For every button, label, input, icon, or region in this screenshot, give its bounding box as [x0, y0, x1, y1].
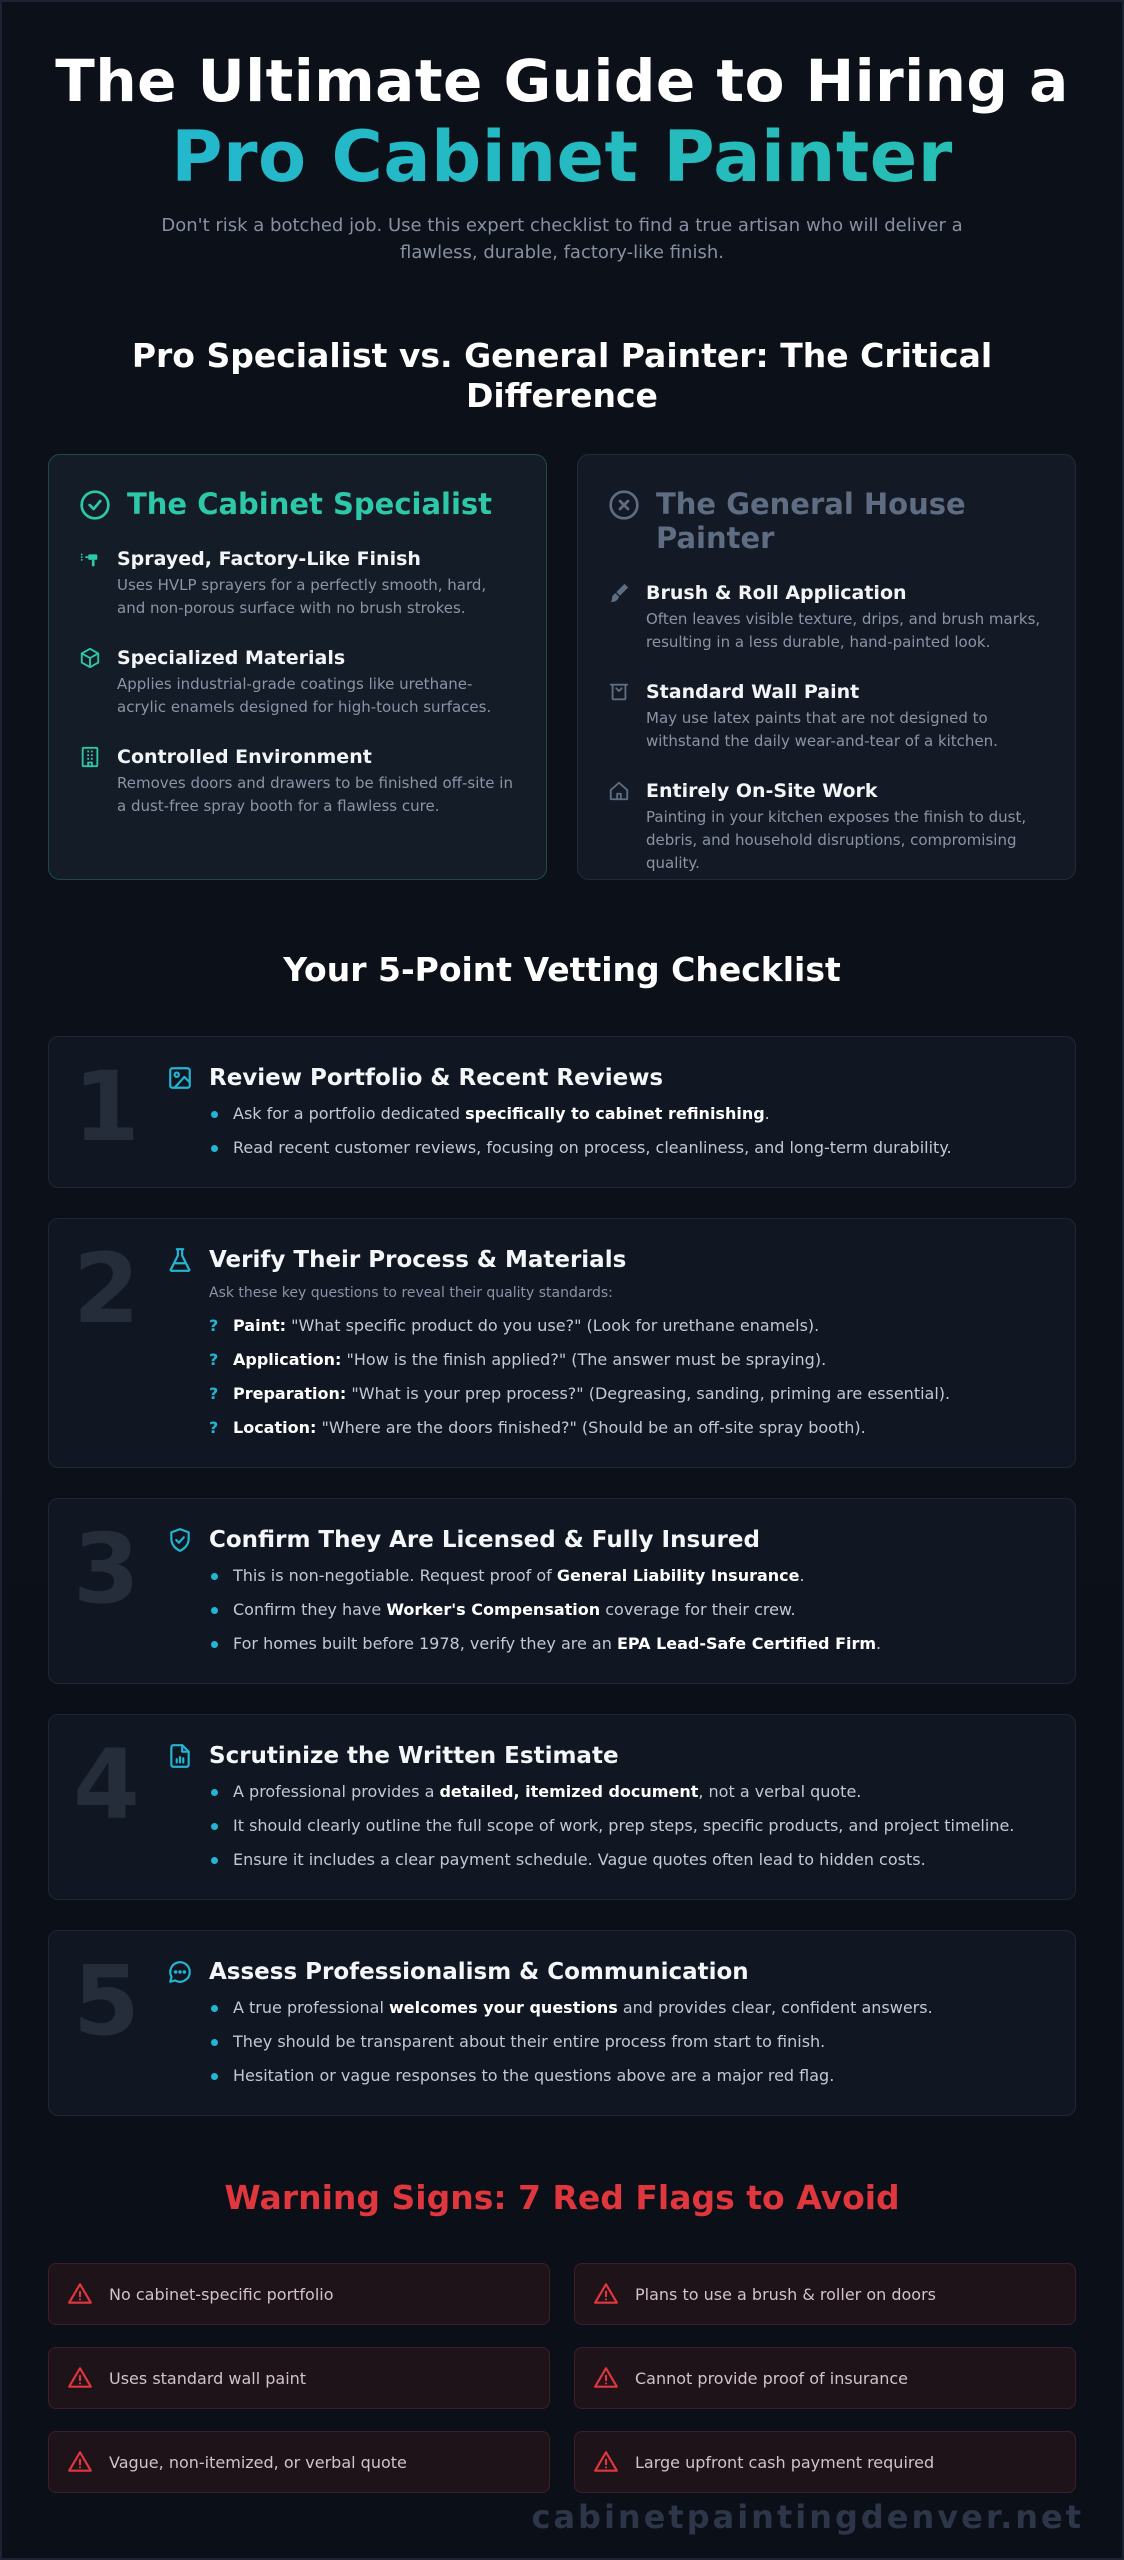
- chat-bubble-icon: [167, 1959, 193, 1985]
- list-item: Confirm they have Worker's Compensation coverage for their crew.: [209, 1599, 1055, 1621]
- step-questions: [209, 1315, 1055, 1439]
- list-item: A professional provides a detailed, itemized document, not a verbal quote.: [209, 1781, 1055, 1803]
- general-item-title: Standard Wall Paint: [646, 681, 860, 703]
- red-flag-text: Uses standard wall paint: [109, 2368, 307, 2388]
- red-flag-item: [574, 2431, 1076, 2493]
- list-item: ? Preparation: "What is your prep process?" (Degreasing, sanding, priming are essential).: [209, 1384, 951, 1403]
- check-circle-icon: [79, 489, 111, 521]
- step-title: Review Portfolio & Recent Reviews: [209, 1065, 664, 1091]
- red-flag-item: [48, 2263, 550, 2325]
- red-flags-grid: [48, 2263, 1076, 2493]
- specialist-heading: The Cabinet Specialist: [127, 487, 493, 521]
- image-icon: [167, 1065, 193, 1091]
- specialist-item: [79, 547, 516, 620]
- red-flag-text: Vague, non-itemized, or verbal quote: [109, 2452, 407, 2472]
- step-title: Scrutinize the Written Estimate: [209, 1743, 619, 1769]
- hero-subtitle: Don't risk a botched job. Use this expert checklist to find a true artisan who will deliver a flawless, durable, factory-like finish.: [161, 215, 963, 263]
- step-bullets: [209, 1565, 1055, 1655]
- question-mark-icon: ?: [209, 1418, 219, 1437]
- step-title: Confirm They Are Licensed & Fully Insured: [209, 1527, 760, 1553]
- list-item: ? Paint: "What specific product do you use?" (Look for urethane enamels).: [209, 1316, 820, 1335]
- step-header: [167, 1065, 1055, 1091]
- warning-triangle-icon: [67, 2281, 93, 2307]
- checklist-title: Your 5-Point Vetting Checklist: [283, 950, 841, 989]
- general-item-desc: Painting in your kitchen exposes the finish to dust, debris, and household disruptions, compromising quality.: [646, 808, 1027, 872]
- warning-triangle-icon: [593, 2449, 619, 2475]
- specialist-item: [79, 646, 516, 719]
- red-flag-item: [574, 2347, 1076, 2409]
- step-number: 2: [73, 1233, 140, 1345]
- hero: [2, 2, 1122, 266]
- checklist-step-4: [48, 1714, 1076, 1900]
- question-mark-icon: ?: [209, 1384, 219, 1403]
- list-item: A true professional welcomes your questions and provides clear, confident answers.: [209, 1997, 1055, 2019]
- general-item-title: Brush & Roll Application: [646, 582, 907, 604]
- hero-title-line2: Pro Cabinet Painter: [2, 116, 1122, 198]
- list-item: Read recent customer reviews, focusing on process, cleanliness, and long-term durability.: [209, 1137, 1055, 1159]
- general-item-title: Entirely On-Site Work: [646, 780, 878, 802]
- checklist-step-2: [48, 1218, 1076, 1468]
- specialist-card: [48, 454, 547, 880]
- step-header: [167, 1959, 1055, 1985]
- step-bullets: [209, 1103, 1055, 1159]
- step-intro: Ask these key questions to reveal their quality standards:: [209, 1285, 613, 1301]
- checklist-step-3: [48, 1498, 1076, 1684]
- step-number: 3: [73, 1513, 140, 1625]
- step-bullets: [209, 1781, 1055, 1871]
- specialist-item: [79, 745, 516, 818]
- red-flag-item: [574, 2263, 1076, 2325]
- general-item: [608, 779, 1045, 875]
- home-icon: [608, 780, 630, 802]
- list-item: They should be transparent about their entire process from start to finish.: [209, 2031, 1055, 2053]
- box-icon: [79, 647, 101, 669]
- checklist: [48, 1036, 1076, 2116]
- general-painter-card: [577, 454, 1076, 880]
- general-card-header: [608, 487, 1045, 555]
- question-mark-icon: ?: [209, 1350, 219, 1369]
- specialist-item-desc: Applies industrial-grade coatings like urethane-acrylic enamels designed for high-touch surfaces.: [117, 675, 492, 716]
- warning-triangle-icon: [593, 2281, 619, 2307]
- step-header: [167, 1743, 1055, 1769]
- list-item: It should clearly outline the full scope of work, prep steps, specific products, and project timeline.: [209, 1815, 1055, 1837]
- step-bullets: [209, 1997, 1055, 2087]
- step-title: Assess Professionalism & Communication: [209, 1959, 749, 1985]
- list-item: This is non-negotiable. Request proof of General Liability Insurance.: [209, 1565, 1055, 1587]
- general-item: [608, 680, 1045, 753]
- list-item: For homes built before 1978, verify they are an EPA Lead-Safe Certified Firm.: [209, 1633, 1055, 1655]
- step-header: [167, 1527, 1055, 1553]
- step-number: 1: [73, 1051, 140, 1163]
- list-item: ? Location: "Where are the doors finished?" (Should be an off-site spray booth).: [209, 1418, 866, 1437]
- comparison-cards: [48, 454, 1076, 880]
- red-flag-text: Cannot provide proof of insurance: [635, 2368, 908, 2388]
- hero-title-line1: The Ultimate Guide to Hiring a: [55, 47, 1069, 115]
- checklist-step-5: [48, 1930, 1076, 2116]
- step-number: 5: [73, 1945, 140, 2057]
- specialist-item-desc: Removes doors and drawers to be finished off-site in a dust-free spray booth for a flawless cure.: [117, 774, 513, 815]
- x-circle-icon: [608, 489, 640, 521]
- red-flag-item: [48, 2431, 550, 2493]
- brush-icon: [608, 582, 630, 604]
- step-title: Verify Their Process & Materials: [209, 1247, 627, 1273]
- checklist-step-1: [48, 1036, 1076, 1188]
- warning-triangle-icon: [67, 2365, 93, 2391]
- general-heading: The General House Painter: [656, 487, 966, 555]
- paint-bucket-icon: [608, 681, 630, 703]
- list-item: Ensure it includes a clear payment schedule. Vague quotes often lead to hidden costs.: [209, 1849, 1055, 1871]
- red-flag-text: Plans to use a brush & roller on doors: [635, 2284, 936, 2304]
- document-chart-icon: [167, 1743, 193, 1769]
- step-number: 4: [73, 1729, 140, 1841]
- step-header: [167, 1247, 1055, 1273]
- red-flag-text: No cabinet-specific portfolio: [109, 2284, 334, 2304]
- red-flag-item: [48, 2347, 550, 2409]
- general-item-desc: Often leaves visible texture, drips, and brush marks, resulting in a less durable, hand-painted look.: [646, 610, 1041, 651]
- specialist-item-desc: Uses HVLP sprayers for a perfectly smooth, hard, and non-porous surface with no brush strokes.: [117, 576, 487, 617]
- spray-gun-icon: [79, 548, 101, 570]
- list-item: Ask for a portfolio dedicated specifically to cabinet refinishing.: [209, 1103, 1055, 1125]
- shield-check-icon: [167, 1527, 193, 1553]
- specialist-item-title: Controlled Environment: [117, 746, 372, 768]
- question-mark-icon: ?: [209, 1316, 219, 1335]
- warning-triangle-icon: [67, 2449, 93, 2475]
- brand-watermark: cabinetpaintingdenver.net: [531, 2498, 1084, 2536]
- list-item: Hesitation or vague responses to the questions above are a major red flag.: [209, 2065, 1055, 2087]
- flask-icon: [167, 1247, 193, 1273]
- warnings-title: Warning Signs: 7 Red Flags to Avoid: [224, 2178, 900, 2217]
- red-flag-text: Large upfront cash payment required: [635, 2452, 935, 2472]
- general-item: [608, 581, 1045, 654]
- specialist-item-title: Specialized Materials: [117, 647, 346, 669]
- warning-triangle-icon: [593, 2365, 619, 2391]
- building-icon: [79, 746, 101, 768]
- general-item-desc: May use latex paints that are not designed to withstand the daily wear-and-tear of a kitchen.: [646, 709, 998, 750]
- list-item: ? Application: "How is the finish applied?" (The answer must be spraying).: [209, 1350, 827, 1369]
- specialist-item-title: Sprayed, Factory-Like Finish: [117, 548, 421, 570]
- specialist-card-header: [79, 487, 516, 521]
- comparison-title: Pro Specialist vs. General Painter: The Critical Difference: [131, 336, 993, 415]
